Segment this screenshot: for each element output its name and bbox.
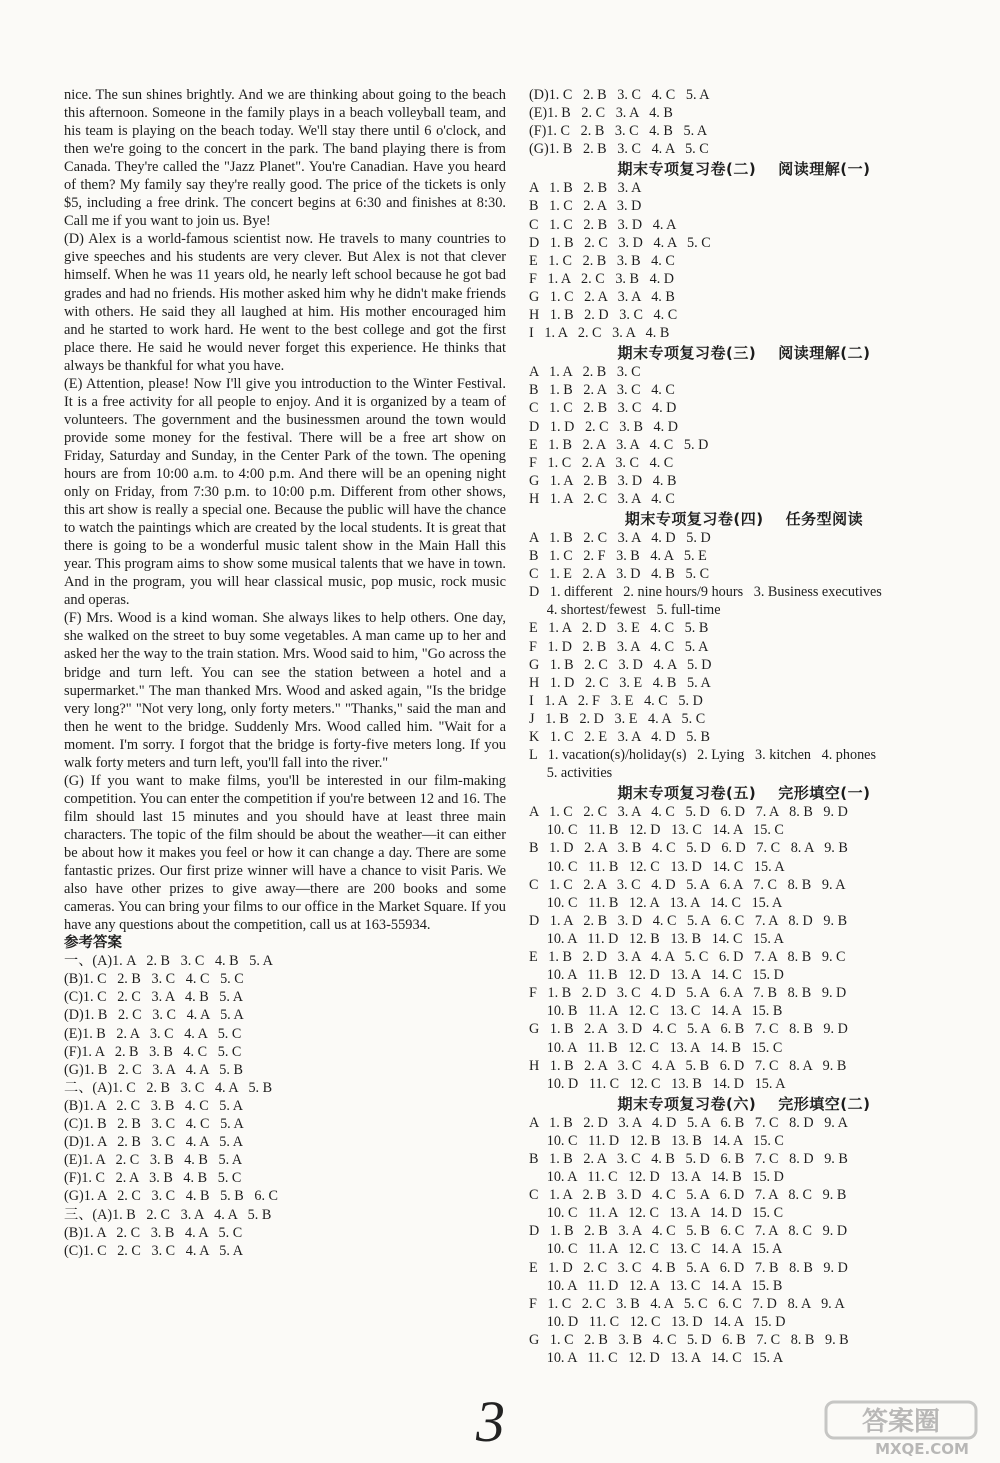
answer-row: (G)1. B 2. B 3. C 4. A 5. C (529, 141, 709, 158)
answer-row: 10. C 11. A 12. C 13. C 14. A 15. A (529, 1241, 783, 1258)
answer-row: G 1. B 2. C 3. D 4. A 5. D (529, 656, 712, 673)
section-heading: 期末专项复习卷(四) 任务型阅读 (624, 509, 864, 528)
answer-row: C 1. C 2. A 3. C 4. D 5. A 6. A 7. C 8. B 9. A (529, 876, 846, 893)
passage-e: (E) Attention, please! Now I'll give you introduction to the Winter Festival. It is a free activity for all people to enjoy. And it is organized by a team of volunteers. The government and the businessmen around the town would provide some money for the festival. There will be a free art show on Friday, Saturday and Sunday, in the Center Park of the town. The opening hours are from 10:00 a.m. to 4:00 p.m. And there will be an opening night only on Friday, from 7:30 p.m. to 10:00 p.m. Different from other shows, this art show is really a special one. Because the public will have the chance to watch the paintings which are created by the local students. It is great that there is going to be a wonderful music talent show in the Main Hall this year. This program aims to show some musical talents that we have in town. And in the program, you will hear classical music, pop music, rock music and operas. (64, 375, 506, 609)
answer-row: (G)1. A 2. C 3. C 4. B 5. B 6. C (64, 1188, 279, 1205)
section-cloze-1 (529, 783, 959, 1093)
answer-row: H 1. A 2. C 3. A 4. C (529, 490, 675, 507)
answer-row: 10. C 11. D 12. B 13. B 14. A 15. C (529, 1132, 784, 1149)
answer-row: H 1. D 2. C 3. E 4. B 5. A (529, 674, 711, 691)
answer-row: (C)1. C 2. C 3. C 4. A 5. A (64, 1242, 243, 1259)
answer-row: B 1. B 2. A 3. C 4. B 5. D 6. B 7. C 8. D 9. B (529, 1150, 848, 1167)
answer-row: H 1. B 2. D 3. C 4. C (529, 307, 678, 324)
answer-row: J 1. B 2. D 3. E 4. A 5. C (529, 710, 706, 727)
answer-row: 10. D 11. C 12. C 13. D 14. A 15. D (529, 1313, 786, 1330)
answer-row: D 1. different 2. nine hours/9 hours 3. Business executives (529, 584, 882, 601)
answer-row: L 1. vacation(s)/holiday(s) 2. Lying 3. kitchen 4. phones (529, 747, 877, 764)
answer-row: A 1. C 2. C 3. A 4. C 5. D 6. D 7. A 8. B 9. D (529, 804, 848, 821)
passage-f: (F) Mrs. Wood is a kind woman. She always likes to help others. One day, she walked on the street to buy some vegetables. A man came up to her and asked her the way to the train station. Mrs. Wood said to him, "Go across the bridge and turn left. You can see the station between a hotel and a supermarket." The man thanked Mrs. Wood and asked again, "Is the bridge very long?" "Not very long, only forty meters." "Thanks," said the man and then he went to the bridge. Suddenly Mrs. Wood called him. "Wait for a moment. I'm sorry. I forgot that the bridge is forty-five meters long. If you walk forty meters and turn left, you'll fall into the river." (64, 610, 506, 771)
answer-row: E 1. C 2. B 3. B 4. C (529, 252, 675, 269)
answer-row: G 1. C 2. A 3. A 4. B (529, 288, 675, 305)
answer-row: 10. C 11. A 12. C 13. A 14. D 15. C (529, 1205, 784, 1222)
answer-row: E 1. B 2. D 3. A 4. A 5. C 6. D 7. A 8. B 9. C (529, 949, 846, 966)
answer-row: D 1. A 2. B 3. D 4. C 5. A 6. C 7. A 8. D 9. B (529, 912, 848, 929)
section-heading: 期末专项复习卷(六) 完形填空(二) (617, 1094, 871, 1113)
answer-row: (C)1. B 2. B 3. C 4. C 5. A (64, 1116, 244, 1133)
answer-row: A 1. A 2. B 3. C (529, 364, 641, 381)
passage-c-continued: nice. The sun shines brightly. And we are thinking about going to the beach this afternoon. Someone in the family plays in a beach volleyball team, and his team is playing on the beach today. We'll stay there until 6 o'clock, and then we're going to the concert in the park. The band playing there is from Canada. They're called the "Jazz Planet". You're Canadian. Have you heard of them? My family say they're really good. The price of the tickets is only $5, including a free drink. The concert begins at 6:30 and finishes at 8:30. Call me if you want to join us. Bye! (64, 87, 506, 230)
answer-row: K 1. C 2. E 3. A 4. D 5. B (529, 729, 710, 745)
answer-row: F 1. C 2. C 3. B 4. A 5. C 6. C 7. D 8. A 9. A (529, 1295, 845, 1312)
answer-row: 5. activities (529, 765, 613, 782)
answer-row: 10. A 11. C 12. D 13. A 14. B 15. D (529, 1169, 784, 1186)
answer-row: 10. A 11. C 12. D 13. A 14. C 15. A (529, 1350, 784, 1366)
answer-row: (D)1. C 2. B 3. C 4. C 5. A (529, 87, 710, 103)
answer-row: A 1. B 2. B 3. A (529, 180, 642, 197)
answer-row: H 1. B 2. A 3. C 4. A 5. B 6. D 7. C 8. A 9. B (529, 1057, 847, 1074)
answer-row: (E)1. B 2. C 3. A 4. B (529, 105, 673, 122)
passage-d: (D) Alex is a world-famous scientist now. He travels to many countries to give speeches and his students are very clever. But Alex is not that clever himself. When he was 11 years old, he nearly left school because he got bad grades and had no friends. His mother asked him why he didn't make friends with others. He said they all laughed at him. His mother encouraged him and he started to work hard. He went to the best college and got the first place there. He said he would never forget this experience. He thinks that always be thankful for what you have. (64, 231, 506, 374)
answer-row: G 1. A 2. B 3. D 4. B (529, 472, 677, 489)
answer-row: 10. C 11. B 12. C 13. D 14. C 15. A (529, 858, 785, 875)
answer-row: (B)1. C 2. B 3. C 4. C 5. C (64, 971, 244, 988)
answer-row: C 1. E 2. A 3. D 4. B 5. C (529, 566, 710, 583)
watermark-url: MXQE.COM (875, 1440, 969, 1458)
answer-row: I 1. A 2. F 3. E 4. C 5. D (529, 692, 703, 709)
answer-row: B 1. B 2. A 3. C 4. C (529, 382, 675, 399)
answer-row: 三、(A)1. B 2. C 3. A 4. A 5. B (64, 1206, 272, 1223)
answer-row: 10. D 11. C 12. C 13. B 14. D 15. A (529, 1075, 786, 1092)
answer-row: E 1. D 2. C 3. C 4. B 5. A 6. D 7. B 8. B 9. D (529, 1259, 848, 1276)
answer-row: E 1. B 2. A 3. A 4. C 5. D (529, 436, 709, 453)
answer-list-continued (529, 86, 959, 158)
answer-row: (D)1. A 2. B 3. C 4. A 5. A (64, 1134, 243, 1151)
answer-row: (F)1. A 2. B 3. B 4. C 5. C (64, 1043, 242, 1060)
watermark-logo-icon (822, 1398, 992, 1458)
answer-row: A 1. B 2. C 3. A 4. D 5. D (529, 529, 711, 546)
section-task-reading (529, 509, 959, 782)
answer-row: C 1. A 2. B 3. D 4. C 5. A 6. D 7. A 8. C 9. B (529, 1187, 847, 1204)
answer-row: (E)1. A 2. C 3. B 4. B 5. A (64, 1152, 243, 1169)
answer-row: 二、(A)1. C 2. B 3. C 4. A 5. B (64, 1079, 273, 1096)
answer-list (64, 952, 506, 1260)
answer-row: (D)1. B 2. C 3. C 4. A 5. A (64, 1007, 244, 1024)
watermark-logo (822, 1398, 992, 1458)
answer-row: C 1. C 2. B 3. D 4. A (529, 216, 677, 233)
answer-row: 10. C 11. B 12. D 13. C 14. A 15. C (529, 822, 784, 839)
answers-title: 参考答案 (64, 935, 122, 952)
answer-row: (F)1. C 2. A 3. B 4. B 5. C (64, 1170, 242, 1187)
answer-row: A 1. B 2. D 3. A 4. D 5. A 6. B 7. C 8. D 9. A (529, 1114, 848, 1131)
section-cloze-2 (529, 1094, 959, 1367)
answer-row: I 1. A 2. C 3. A 4. B (529, 325, 670, 342)
section-heading: 期末专项复习卷(三) 阅读理解(二) (617, 344, 871, 363)
answer-row: G 1. B 2. A 3. D 4. C 5. A 6. B 7. C 8. B 9. D (529, 1021, 848, 1038)
answer-row: 10. A 11. B 12. D 13. A 14. C 15. D (529, 967, 784, 984)
answer-row: D 1. D 2. C 3. B 4. D (529, 418, 678, 435)
section-reading-1 (529, 159, 959, 342)
answer-row: G 1. C 2. B 3. B 4. C 5. D 6. B 7. C 8. B 9. B (529, 1331, 849, 1348)
answer-row: 一、(A)1. A 2. B 3. C 4. B 5. A (64, 953, 273, 970)
right-column (529, 86, 959, 1367)
answer-row: (F)1. C 2. B 3. C 4. B 5. A (529, 123, 708, 140)
answer-row: C 1. C 2. B 3. C 4. D (529, 400, 677, 417)
section-heading: 期末专项复习卷(二) 阅读理解(一) (617, 160, 871, 179)
answer-row: (E)1. B 2. A 3. C 4. A 5. C (64, 1025, 242, 1042)
left-column (64, 86, 506, 1260)
section-reading-2 (529, 343, 959, 508)
answer-row: F 1. C 2. A 3. C 4. C (529, 454, 674, 471)
watermark-logo-text: 答案圈 (861, 1407, 941, 1437)
answer-row: 10. A 11. D 12. B 13. B 14. C 15. A (529, 930, 784, 947)
answer-row: D 1. B 2. C 3. D 4. A 5. C (529, 234, 711, 251)
answer-row: (C)1. C 2. C 3. A 4. B 5. A (64, 989, 243, 1006)
passage-g: (G) If you want to make films, you'll be interested in our film-making competition. You can enter the competition if you're between 12 and 16. The film should last 15 minutes and you should have at least three main characters. The topic of the film should be about the weather—it can either be about how it makes you feel or how it can change a day. There are some fantastic prizes. Our first prize winner will have a chance to visit Paris. We also have other prizes to give away—there are 200 books and some cameras. You can bring your films to our office in the Market Square. If you have any questions about the competition, call us at 163-55934. (64, 772, 506, 934)
answer-row: F 1. B 2. D 3. C 4. D 5. A 6. A 7. B 8. B 9. D (529, 985, 847, 1002)
section-heading: 期末专项复习卷(五) 完形填空(一) (617, 784, 871, 803)
answer-row: 10. B 11. A 12. C 13. C 14. A 15. B (529, 1003, 783, 1020)
answer-row: 4. shortest/fewest 5. full-time (529, 602, 721, 619)
answer-row: (B)1. A 2. C 3. B 4. A 5. C (64, 1224, 243, 1241)
answer-row: B 1. C 2. A 3. D (529, 198, 642, 215)
answer-row: (B)1. A 2. C 3. B 4. C 5. A (64, 1097, 243, 1114)
page-number: 3 (476, 1389, 505, 1454)
answer-row: D 1. B 2. B 3. A 4. C 5. B 6. C 7. A 8. C 9. D (529, 1223, 848, 1240)
answer-row: F 1. D 2. B 3. A 4. C 5. A (529, 638, 709, 655)
answer-row: 10. C 11. B 12. A 13. A 14. C 15. A (529, 894, 783, 911)
answer-row: F 1. A 2. C 3. B 4. D (529, 270, 675, 287)
answer-row: (G)1. B 2. C 3. A 4. A 5. B (64, 1061, 243, 1078)
answer-row: E 1. A 2. D 3. E 4. C 5. B (529, 620, 709, 637)
answer-row: B 1. D 2. A 3. B 4. C 5. D 6. D 7. C 8. A 9. B (529, 840, 848, 857)
answer-row: 10. A 11. D 12. A 13. C 14. A 15. B (529, 1277, 783, 1294)
answer-row: B 1. C 2. F 3. B 4. A 5. E (529, 548, 707, 565)
answer-row: 10. A 11. B 12. C 13. A 14. B 15. C (529, 1039, 783, 1056)
